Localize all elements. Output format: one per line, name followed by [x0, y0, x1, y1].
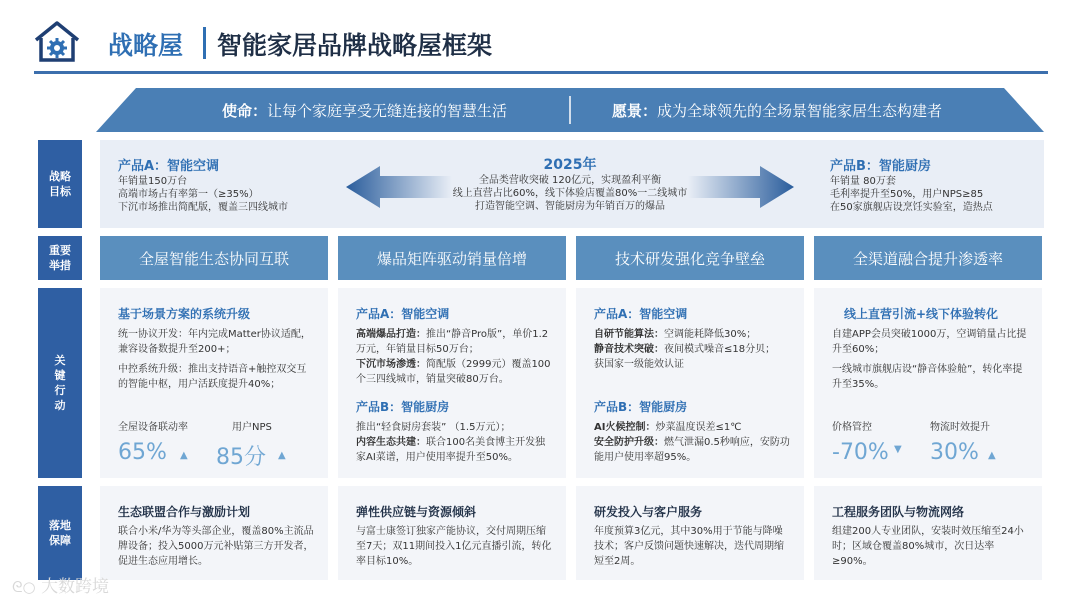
- action2-b2-bold: 内容生态共建：: [356, 437, 426, 448]
- action2-b2-text: 联合100名美食博主开发独家AI菜谱，用户使用率提升至50%。: [356, 437, 546, 463]
- action2-b1: 推出“轻食厨房套装” （1.5万元）；: [356, 422, 511, 433]
- action1-metric2-value: 85分: [216, 445, 266, 470]
- support2-title: 弹性供应链与资源倾斜: [356, 505, 477, 519]
- mission: [222, 100, 507, 121]
- mission-text: 让每个家庭享受无缝连接的智慧生活: [267, 102, 508, 120]
- mission-label: 使命：: [222, 102, 268, 120]
- support4-text: 组建200人专业团队，安装时效压缩至24小时；区域仓覆盖80%城市，次日达率≥90%。: [832, 526, 1024, 567]
- action2-b-title: 产品B：智能厨房: [356, 400, 450, 414]
- initiative-1: 全屋智能生态协同互联: [100, 236, 328, 280]
- action2-a2-text: 简配版（2999元）覆盖100个三四线城市，销量突破80万台。: [356, 359, 551, 385]
- action2-a1: [356, 327, 554, 357]
- watermark-text: 大数跨境: [41, 577, 110, 597]
- action1-p2: 中控系统升级：推出支持语音+触控双交互的智能中枢，用户活跃度提升40%；: [118, 364, 307, 390]
- support1-title: 生态联盟合作与激励计划: [118, 505, 251, 519]
- goal-center-line: 打造智能空调、智能厨房为年销百万的爆品: [475, 201, 665, 212]
- action4-metric1-value: -70%: [832, 440, 889, 465]
- goal-center-lines: [420, 174, 720, 213]
- action3-a-title: 产品A：智能空调: [594, 307, 688, 321]
- action4-p2: 一线城市旗舰店设“静音体验舱”，转化率提升至35%。: [832, 364, 1023, 390]
- support4-title: 工程服务团队与物流网络: [832, 505, 965, 519]
- action3-b2-text: 燃气泄漏0.5秒响应，安防功能用户使用率超95%。: [594, 437, 790, 463]
- action4-p1: 自建APP会员突破1000万，空调销量占比提升至60%；: [832, 329, 1027, 355]
- title-separator: [203, 27, 206, 59]
- goal-left-title: 产品A：智能空调: [118, 159, 220, 174]
- watermark: [12, 572, 109, 597]
- action2-a-title: 产品A：智能空调: [356, 307, 450, 321]
- initiative-2: 爆品矩阵驱动销量倍增: [338, 236, 566, 280]
- goal-left-lines: [118, 175, 288, 214]
- goal-right-line: 年销量 80万套: [830, 176, 896, 187]
- goal-right-title: 产品B：智能厨房: [830, 159, 931, 174]
- action1-metric1-value: 65%: [118, 440, 167, 465]
- down-triangle-icon: ▼: [894, 444, 902, 455]
- action2-a1-text: 推出“静音Pro版”，单价1.2万元，年销量目标50万台；: [356, 329, 549, 355]
- goal-center-line: 线上直营占比60%，线下体验店覆盖80%一二线城市: [452, 188, 688, 199]
- action3-a1: [594, 327, 792, 342]
- action4-metric2-label: 物流时效提升: [930, 422, 990, 433]
- action3-b1-bold: AI火候控制：: [594, 422, 656, 433]
- action3-b1-text: 炒菜温度误差≤1℃: [655, 422, 742, 433]
- support3-text: 年度预算3亿元，其中30%用于节能与降噪技术；客户反馈问题快速解决，迭代周期缩短至2周。: [594, 526, 784, 567]
- action3-b2-bold: 安全防护升级：: [594, 437, 664, 448]
- goal-center-title: 2025年: [543, 157, 597, 173]
- watermark-logo-icon: ᘓ○: [12, 578, 36, 596]
- action2-a2-bold: 下沉市场渗透：: [356, 359, 426, 370]
- label-support: 落地 保障: [38, 486, 82, 580]
- action2-a2: [356, 357, 554, 387]
- page-title-main: 战略屋: [108, 31, 184, 60]
- goal-right-line: 在50家旗舰店设烹饪实验室，造热点: [830, 202, 993, 213]
- action4-metric1-label: 价格管控: [832, 422, 872, 433]
- goal-right-lines: [830, 175, 993, 214]
- action3-a2-text: 夜间模式噪音≤18分贝；: [664, 344, 776, 355]
- action2-b2: [356, 435, 554, 465]
- vision-text: 成为全球领先的全场景智能家居生态构建者: [657, 102, 943, 120]
- initiative-3: 技术研发强化竞争壁垒: [576, 236, 804, 280]
- action1-title: 基于场景方案的系统升级: [118, 307, 251, 321]
- action3-a2: [594, 342, 792, 357]
- action3-b1: [594, 420, 792, 435]
- goal-left-line: 年销量150万台: [118, 176, 188, 187]
- action3-b2: [594, 435, 792, 465]
- label-initiatives: 重要 举措: [38, 236, 82, 280]
- action3-a2-bold: 静音技术突破：: [594, 344, 664, 355]
- support2-text: 与富士康签订独家产能协议，交付周期压缩至7天；双11期间投入1亿元直播引流，转化率目标10%。: [356, 526, 552, 567]
- page-title-sub: 智能家居品牌战略屋框架: [217, 31, 493, 60]
- action3-a1-text: 空调能耗降低30%；: [664, 329, 757, 340]
- header-divider: [34, 71, 1048, 74]
- up-triangle-icon: ▲: [988, 450, 996, 461]
- up-triangle-icon: ▲: [180, 450, 188, 461]
- action3-b-title: 产品B：智能厨房: [594, 400, 688, 414]
- goal-left-line: 高端市场占有率第一（≥35%）: [118, 189, 259, 200]
- label-actions: 关 键 行 动: [38, 288, 82, 478]
- support1-text: 联合小米/华为等头部企业，覆盖80%主流品牌设备；投入5000万元补贴第三方开发者，促进生态应用增长。: [118, 526, 314, 567]
- vision-label: 愿景：: [612, 102, 658, 120]
- action1-metric1-label: 全屋设备联动率: [118, 422, 188, 433]
- support3-title: 研发投入与客户服务: [594, 505, 703, 519]
- action4-metric2-value: 30%: [930, 440, 979, 465]
- label-goals: 战略 目标: [38, 140, 82, 228]
- house-gear-icon: [32, 20, 82, 64]
- action1-p1: 统一协议开发：年内完成Matter协议适配，兼容设备数提升至200+；: [118, 329, 311, 355]
- action1-metric2-label: 用户NPS: [232, 422, 272, 433]
- action3-a1-bold: 自研节能算法：: [594, 329, 664, 340]
- vision: [612, 100, 942, 121]
- goal-right-line: 毛利率提升至50%，用户NPS≥85: [830, 189, 984, 200]
- goal-center-line: 全品类营收突破 120亿元，实现盈利平衡: [478, 175, 662, 186]
- action2-a1-bold: 高端爆品打造：: [356, 329, 426, 340]
- initiative-4: 全渠道融合提升渗透率: [814, 236, 1042, 280]
- up-triangle-icon: ▲: [278, 450, 286, 461]
- goal-left-line: 下沉市场推出简配版，覆盖三四线城市: [118, 202, 288, 213]
- action3-a3: 获国家一级能效认证: [594, 359, 684, 370]
- action4-title: 线上直营引流+线下体验转化: [844, 307, 999, 321]
